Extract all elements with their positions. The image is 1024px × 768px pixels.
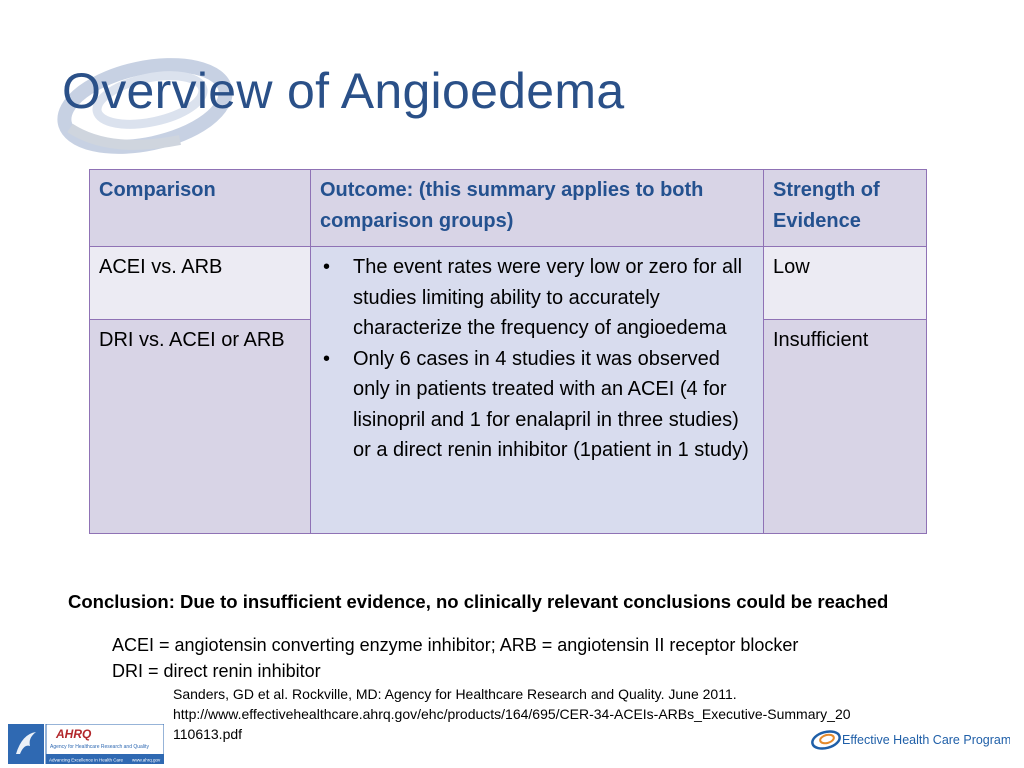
- table-header-row: [90, 170, 927, 247]
- citation: [173, 684, 853, 744]
- strength-cell: Low: [764, 247, 927, 320]
- ahrq-name: AHRQ: [56, 727, 92, 741]
- list-item: [320, 252, 754, 344]
- abbreviation-line: ACEI = angiotensin converting enzyme inhibitor; ARB = angiotensin II receptor blocker: [112, 635, 799, 655]
- abbreviations: [112, 632, 798, 684]
- strength-cell: Insufficient: [764, 320, 927, 534]
- comparison-cell: DRI vs. ACEI or ARB: [90, 320, 311, 534]
- outcome-cell: [311, 247, 764, 534]
- list-item: [320, 344, 754, 466]
- citation-source: Sanders, GD et al. Rockville, MD: Agency for Healthcare Research and Quality. June 2011.: [173, 686, 737, 702]
- citation-url[interactable]: http://www.effectivehealthcare.ahrq.gov/ehc/products/164/695/CER-34-ACEIs-ARBs_Executive-Summary_20110613.pdf: [173, 706, 851, 742]
- slide-title: Overview of Angioedema: [62, 63, 625, 119]
- outcome-text: The event rates were very low or zero for all studies limiting ability to accurately characterize the frequency of angioedema: [353, 256, 743, 339]
- ahrq-motto: Advancing Excellence in Health Care: [49, 757, 124, 763]
- header-outcome: Outcome: (this summary applies to both comparison groups): [311, 170, 764, 247]
- abbreviation-line: DRI = direct renin inhibitor: [112, 661, 321, 681]
- bullet-icon: •: [323, 347, 331, 370]
- ahrq-tagline: Agency for Healthcare Research and Quality: [50, 744, 149, 750]
- ehc-swoosh-icon: [810, 726, 1010, 752]
- ahrq-logo: [8, 724, 164, 764]
- outcome-text: Only 6 cases in 4 studies it was observed only in patients treated with an ACEI (4 for lisinopril and 1 for enalapril in three studies) or a direct renin inhibitor (1patient in 1 study): [353, 347, 749, 461]
- header-comparison: Comparison: [90, 170, 311, 247]
- ahrq-url: www.ahrq.gov: [132, 757, 161, 763]
- program-name: Effective Health Care Program: [842, 733, 1010, 747]
- effective-health-care-logo: [810, 726, 1010, 752]
- comparison-cell: ACEI vs. ARB: [90, 247, 311, 320]
- conclusion-text: Conclusion: Due to insufficient evidence, no clinically relevant conclusions could be reached: [68, 591, 889, 612]
- bullet-icon: •: [323, 256, 331, 278]
- evidence-table: [89, 169, 927, 534]
- header-strength: Strength of Evidence: [764, 170, 927, 247]
- table-row: [90, 247, 927, 320]
- outcome-list: [320, 252, 754, 466]
